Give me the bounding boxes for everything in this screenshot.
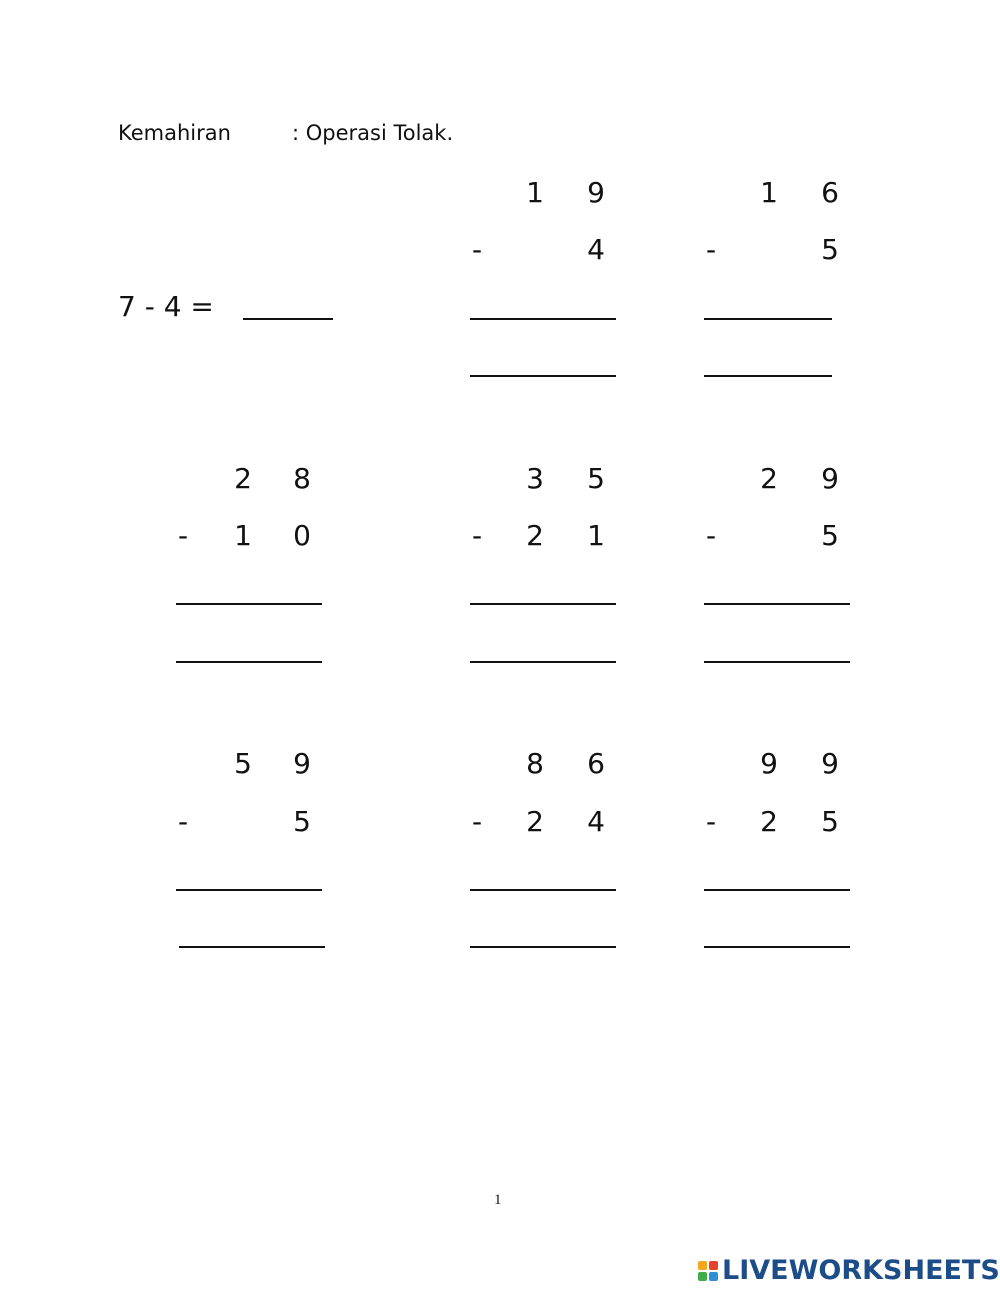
problem-7-bottom-ones: 4 bbox=[587, 805, 605, 838]
problem-8-rule-line bbox=[704, 946, 850, 948]
problem-7-answer-line[interactable] bbox=[470, 889, 616, 891]
problem-4-minus: - bbox=[472, 519, 483, 552]
liveworksheets-logo bbox=[698, 1255, 1000, 1286]
inline-expression: 7 - 4 = bbox=[118, 290, 214, 323]
problem-1-top-tens: 1 bbox=[526, 176, 544, 209]
problem-7-minus: - bbox=[472, 805, 483, 838]
problem-2-top-ones: 6 bbox=[821, 176, 839, 209]
problem-6-answer-line[interactable] bbox=[176, 889, 322, 891]
problem-8-bottom-ones: 5 bbox=[821, 805, 839, 838]
logo-square-4 bbox=[709, 1272, 718, 1281]
problem-7-rule-line bbox=[470, 946, 616, 948]
problem-2-bottom-ones: 5 bbox=[821, 233, 839, 266]
problem-7-bottom-tens: 2 bbox=[526, 805, 544, 838]
problem-5-rule-line bbox=[704, 661, 850, 663]
problem-1-answer-line[interactable] bbox=[470, 318, 616, 320]
problem-1-top-ones: 9 bbox=[587, 176, 605, 209]
logo-square-1 bbox=[698, 1261, 707, 1270]
problem-5-answer-line[interactable] bbox=[704, 603, 850, 605]
problem-2-answer-line[interactable] bbox=[704, 318, 832, 320]
problem-6-top-ones: 9 bbox=[293, 747, 311, 780]
liveworksheets-mark-icon bbox=[698, 1261, 718, 1281]
problem-3-top-ones: 8 bbox=[293, 462, 311, 495]
problem-5-top-ones: 9 bbox=[821, 462, 839, 495]
page-number: 1 bbox=[494, 1192, 502, 1208]
problem-1-bottom-ones: 4 bbox=[587, 233, 605, 266]
problem-2-rule-line bbox=[704, 375, 832, 377]
problem-3-rule-line bbox=[176, 661, 322, 663]
problem-1-minus: - bbox=[472, 233, 483, 266]
problem-3-minus: - bbox=[178, 519, 189, 552]
problem-5-top-tens: 2 bbox=[760, 462, 778, 495]
problem-4-rule-line bbox=[470, 661, 616, 663]
problem-5-minus: - bbox=[706, 519, 717, 552]
problem-8-answer-line[interactable] bbox=[704, 889, 850, 891]
problem-4-top-tens: 3 bbox=[526, 462, 544, 495]
problem-4-top-ones: 5 bbox=[587, 462, 605, 495]
inline-answer-line[interactable] bbox=[243, 318, 333, 320]
logo-square-3 bbox=[698, 1272, 707, 1281]
problem-4-bottom-ones: 1 bbox=[587, 519, 605, 552]
problem-7-top-ones: 6 bbox=[587, 747, 605, 780]
problem-1-rule-line bbox=[470, 375, 616, 377]
problem-6-rule-line bbox=[179, 946, 325, 948]
problem-3-top-tens: 2 bbox=[234, 462, 252, 495]
problem-4-answer-line[interactable] bbox=[470, 603, 616, 605]
problem-8-bottom-tens: 2 bbox=[760, 805, 778, 838]
problem-8-top-tens: 9 bbox=[760, 747, 778, 780]
problem-4-bottom-tens: 2 bbox=[526, 519, 544, 552]
problem-5-bottom-ones: 5 bbox=[821, 519, 839, 552]
problem-8-top-ones: 9 bbox=[821, 747, 839, 780]
problem-6-top-tens: 5 bbox=[234, 747, 252, 780]
problem-3-bottom-tens: 1 bbox=[234, 519, 252, 552]
problem-6-minus: - bbox=[178, 805, 189, 838]
problem-7-top-tens: 8 bbox=[526, 747, 544, 780]
header-value: : Operasi Tolak. bbox=[292, 121, 454, 145]
problem-6-bottom-ones: 5 bbox=[293, 805, 311, 838]
problem-3-bottom-ones: 0 bbox=[293, 519, 311, 552]
logo-square-2 bbox=[709, 1261, 718, 1270]
header-label: Kemahiran bbox=[118, 121, 231, 145]
brand-name: LIVEWORKSHEETS bbox=[722, 1255, 1000, 1286]
problem-3-answer-line[interactable] bbox=[176, 603, 322, 605]
problem-2-minus: - bbox=[706, 233, 717, 266]
problem-2-top-tens: 1 bbox=[760, 176, 778, 209]
problem-8-minus: - bbox=[706, 805, 717, 838]
